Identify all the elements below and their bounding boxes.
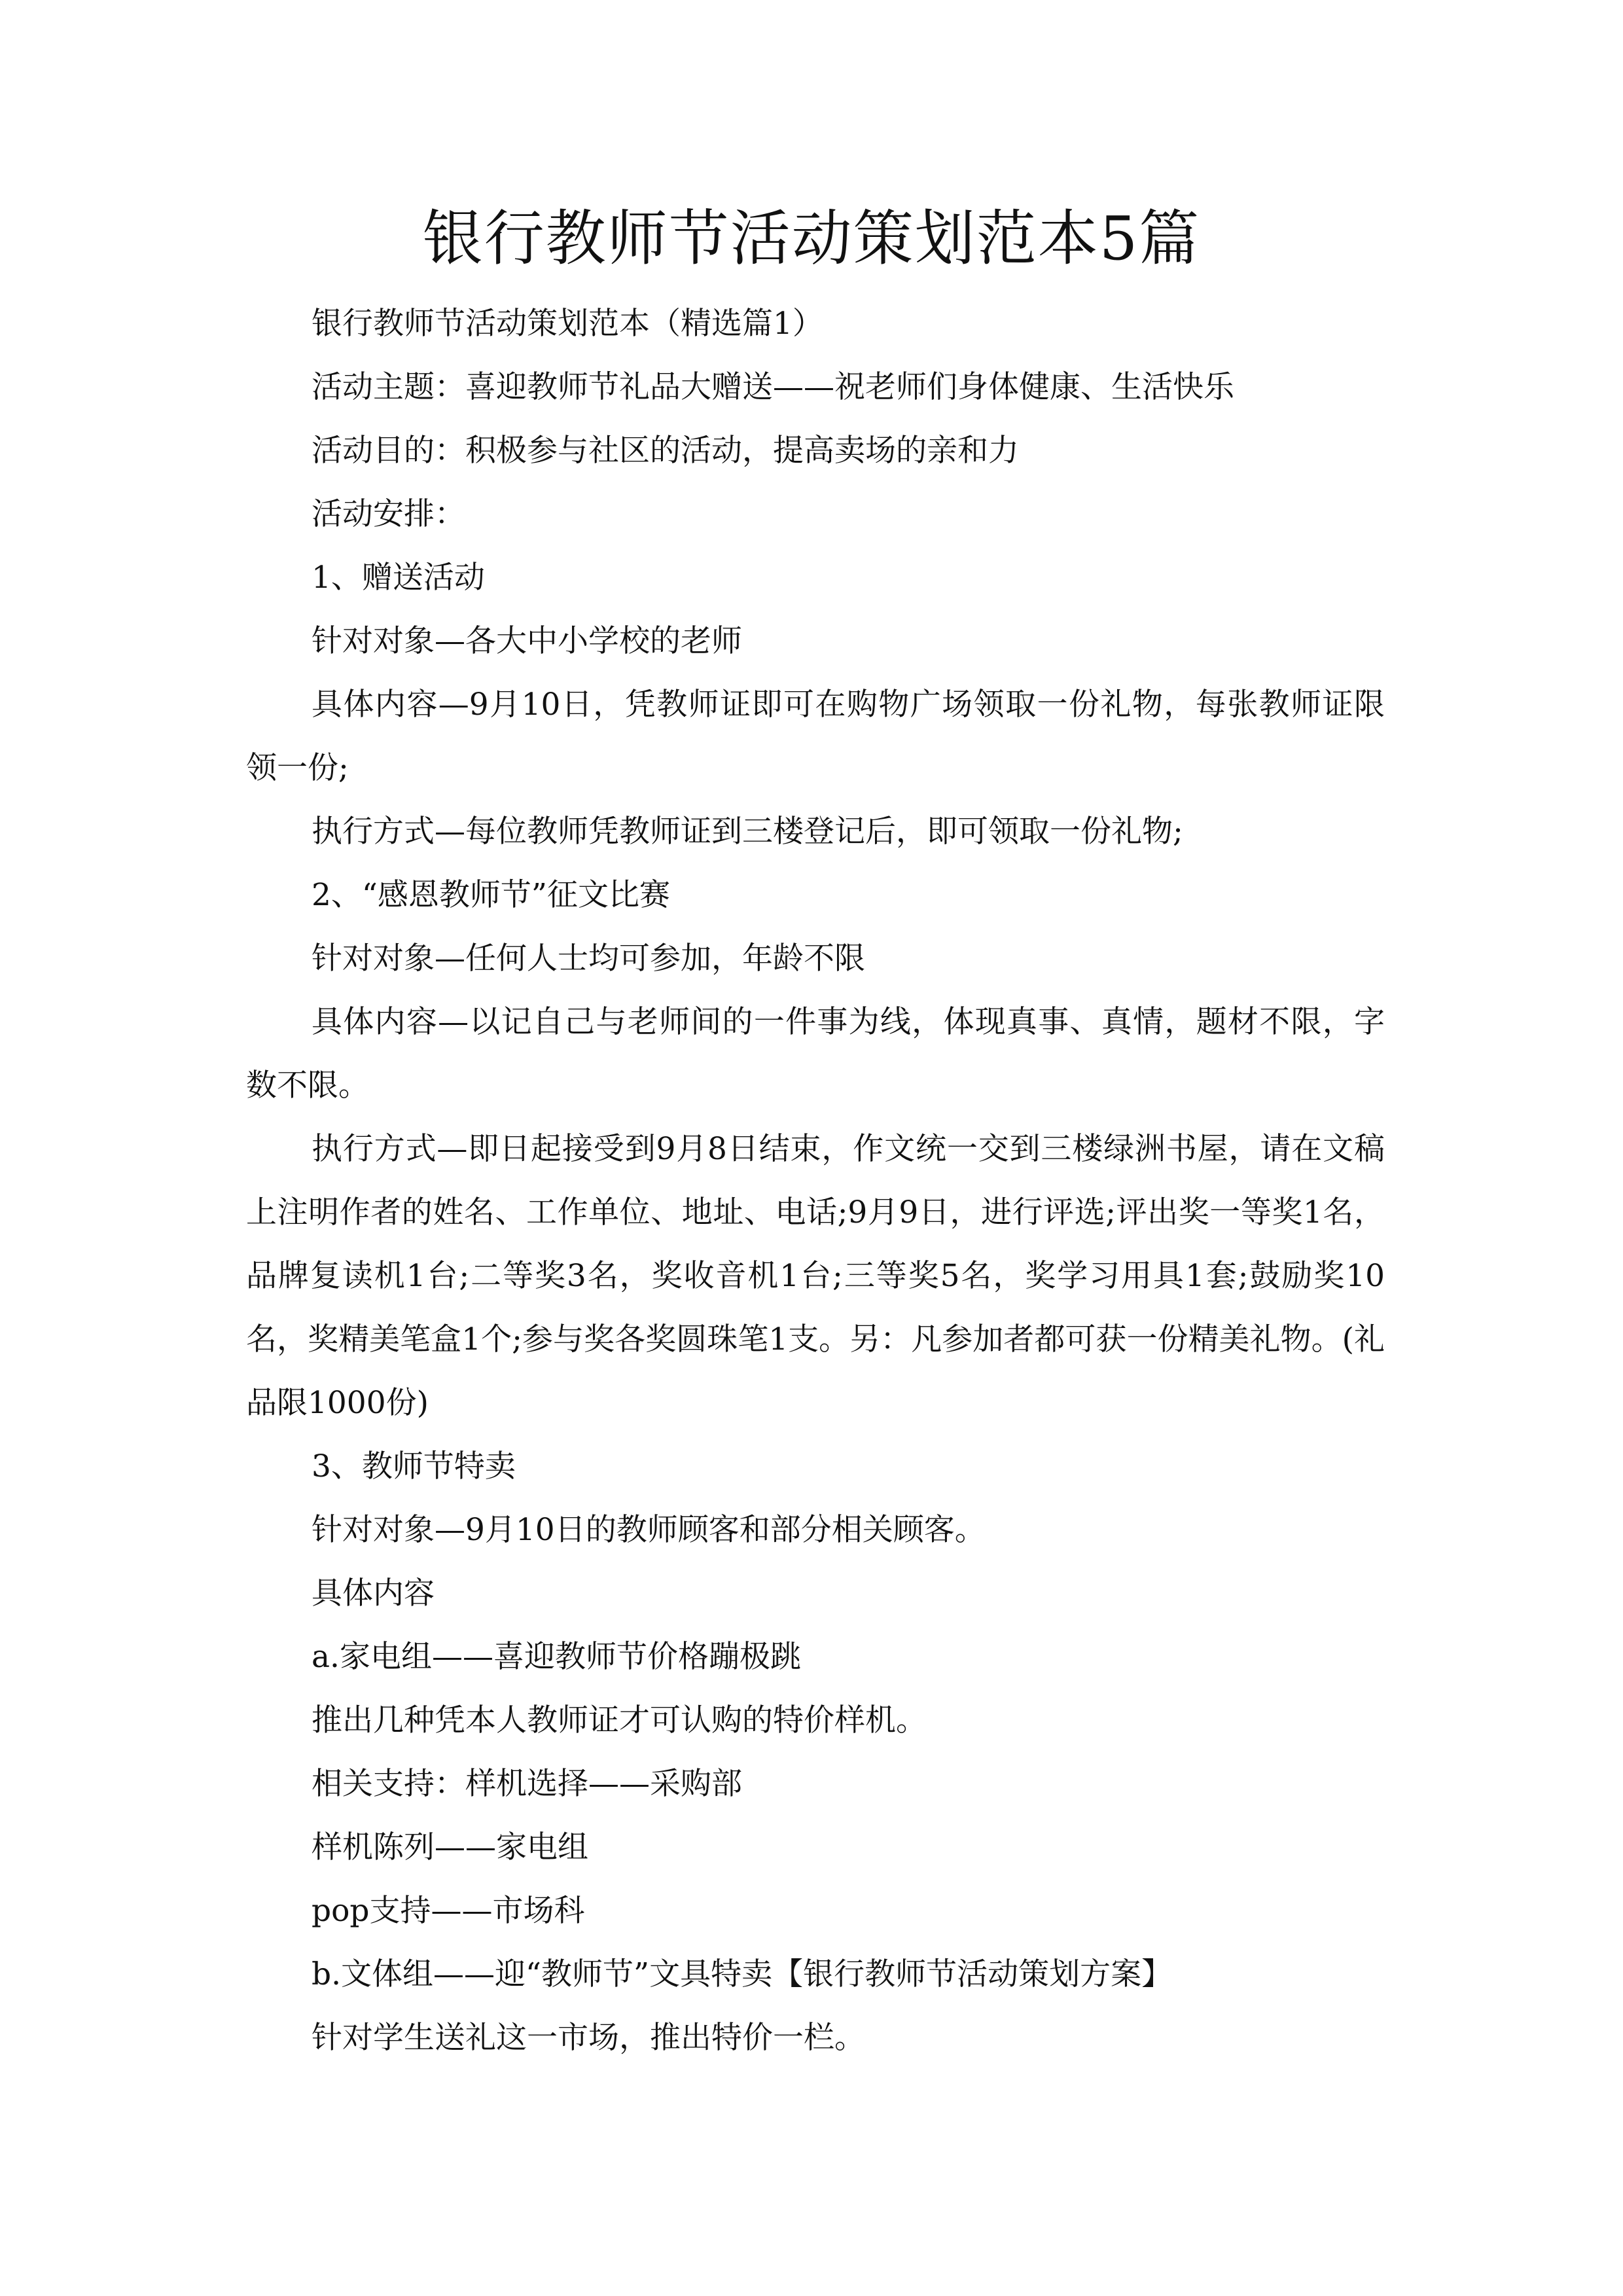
paragraph-support-display: 样机陈列——家电组 xyxy=(312,1829,588,1865)
paragraph-content-3: 具体内容 xyxy=(312,1575,435,1611)
paragraph-stationery-group: b.文体组——迎“教师节”文具特卖【银行教师节活动策划方案】 xyxy=(312,1956,1173,1992)
paragraph-activity-purpose: 活动目的：积极参与社区的活动，提高卖场的亲和力 xyxy=(312,433,1019,469)
paragraph-student-gift-market: 针对学生送礼这一市场，推出特价一栏。 xyxy=(312,2020,865,2056)
paragraph-target-2: 针对对象—任何人士均可参加，年龄不限 xyxy=(312,941,865,977)
paragraph-method-2: 执行方式—即日起接受到9月8日结束，作文统一交到三楼绿洲书屋，请在文稿上注明作者的姓名、工作单位、地址、电话;9月9日，进行评选;评出奖一等奖1名，品牌复读机1台;二等奖3名，奖收音机1台;三等奖5名，奖学习用具1套;鼓励奖10名，奖精美笔盒1个;参与奖各奖圆珠笔1支。另：凡参加者都可获一份精美礼物。(礼品限1000份) xyxy=(246,1131,1385,1421)
paragraph-support-pop: pop支持——市场科 xyxy=(312,1893,585,1929)
document-title: 银行教师节活动策划范本5篇 xyxy=(422,204,1201,274)
section-heading-special-sale: 3、教师节特卖 xyxy=(312,1448,516,1484)
paragraph-content-1: 具体内容—9月10日，凭教师证即可在购物广场领取一份礼物，每张教师证限领一份; xyxy=(246,687,1385,786)
paragraph-special-models: 推出几种凭本人教师证才可认购的特价样机。 xyxy=(312,1702,927,1738)
section-heading-gift-activity: 1、赠送活动 xyxy=(312,560,485,596)
paragraph-method-1: 执行方式—每位教师凭教师证到三楼登记后，即可领取一份礼物; xyxy=(312,814,1183,850)
paragraph-activity-arrangement: 活动安排： xyxy=(312,496,465,532)
paragraph-appliance-group: a.家电组——喜迎教师节价格蹦极跳 xyxy=(312,1639,801,1675)
section-heading-essay-contest: 2、“感恩教师节”征文比赛 xyxy=(312,877,670,913)
paragraph-support-selection: 相关支持：样机选择——采购部 xyxy=(312,1766,742,1802)
paragraph-content-2: 具体内容—以记自己与老师间的一件事为线，体现真事、真情，题材不限，字数不限。 xyxy=(246,1004,1385,1103)
paragraph-target-3: 针对对象—9月10日的教师顾客和部分相关顾客。 xyxy=(312,1512,986,1548)
paragraph-activity-theme: 活动主题：喜迎教师节礼品大赠送——祝老师们身体健康、生活快乐 xyxy=(312,369,1234,405)
paragraph-target-1: 针对对象—各大中小学校的老师 xyxy=(312,623,742,659)
document-body xyxy=(246,292,1385,2070)
paragraph-subtitle: 银行教师节活动策划范本（精选篇1） xyxy=(312,306,823,342)
